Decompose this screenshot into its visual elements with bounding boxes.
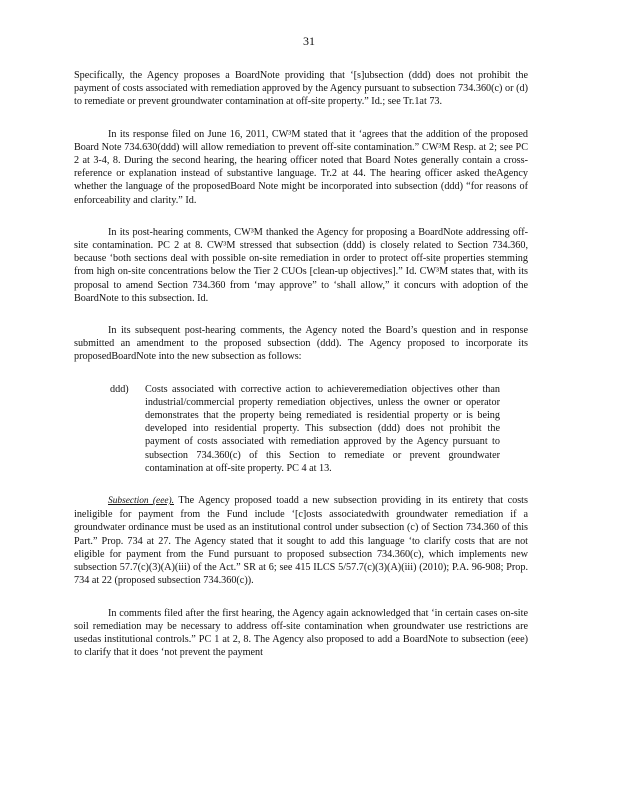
paragraph-final: In comments filed after the first hearing, the Agency again acknowledged that ‘in certain cases on-site soil remediation may be necessary to address off-site contamination when groundwater use restrictions are usedas institutional controls.” PC 1 at 2, 8. The Agency also proposed to add a BoardNote to subsection (eee) to clarify that it does ‘not prevent the payment [74,607,528,659]
paragraph-cw3m-response: In its response filed on June 16, 2011, CW³M stated that it ‘agrees that the addition of the proposed Board Note 734.630(ddd) will allow remediation to prevent off-site contamination.” CW³M Resp. at 2; see PC 2 at 3-4, 8. During the second hearing, the hearing officer noted that Board Notes generally contain a cross-reference or explanation instead of substantive language. Tr.2 at 44. The hearing officer asked theAgency whether the language of the proposedBoard Note might be incorporated into subsection (ddd) “for reasons of enforceability and clarity.” Id. [74,128,528,206]
subsection-eee-heading: Subsection (eee). [108,496,175,507]
paragraph-board-note-proposal: Specifically, the Agency proposes a BoardNote providing that ‘[s]ubsection (ddd) does not prohibit the payment of costs associated with remediation approved by the Agency pursuant to subsection 734.360(c) or (d) to remediate or prevent groundwater contamination at off-site property.” Id.; see Tr.1at 73. [74,70,528,108]
paragraph-post-hearing-comments: In its post-hearing comments, CW³M thanked the Agency for proposing a BoardNote addressing off-site contamination. PC 2 at 8. CW³M stressed that subsection (ddd) is closely related to Section 734.360, because ‘both sections deal with possible on-site remediation in order to protect off-site properties stemming from high on-site concentrations below the Tier 2 CUOs [clean-up objectives].” Id. CW³M states that, with its proposal to amend Section 734.360 from ‘may approve” to ‘shall allow,” it concurs with adoption of the BoardNote to this subsection. Id. [74,226,528,304]
block-quote-ddd [110,383,528,475]
paragraph-subsequent-comments: In its subsequent post-hearing comments, the Agency noted the Board’s question and in response submitted an amendment to the proposed subsection (ddd). The Agency proposed to incorporate its proposedBoardNote into the new subsection as follows: [74,325,528,363]
page-number: 31 [303,34,315,48]
block-quote-text: Costs associated with corrective action to achieveremediation objectives other than industrial/commercial property remediation objectives, unless the owner or operator demonstrates that the property being remediated is residential property or is being developed into residential property. This subsection (ddd) does not prohibit the payment of costs associated with remediation approved by the Agency pursuant to subsection 734.360(c) of this Section to remediate or prevent groundwater contamination at off-site property. PC 4 at 13. [145,383,500,474]
paragraph-subsection-eee [74,494,528,587]
block-quote-label: ddd) [110,383,129,395]
subsection-eee-text: The Agency proposed toadd a new subsection providing in its entirety that costs ineligible for payment from the Fund include ‘[c]osts associatedwith groundwater remediation if a groundwater ordinance must be used as an institutional control under subsection (c) of Section 734.360 of this Part.” Prop. 734 at 27. The Agency stated that it sought to add this language ‘to clarify costs that are not eligible for payment from the Fund pursuant to proposed subsection 734.360(c), which implements new subsection 57.7(c)(3)(A)(iii) of the Act.” SR at 6; see 415 ILCS 5/57.7(c)(3)(A)(iii) (2010); P.A. 96-908; Prop. 734 at 22 (proposed subsection 734.360(c)). [74,495,528,587]
document-body [74,69,528,678]
